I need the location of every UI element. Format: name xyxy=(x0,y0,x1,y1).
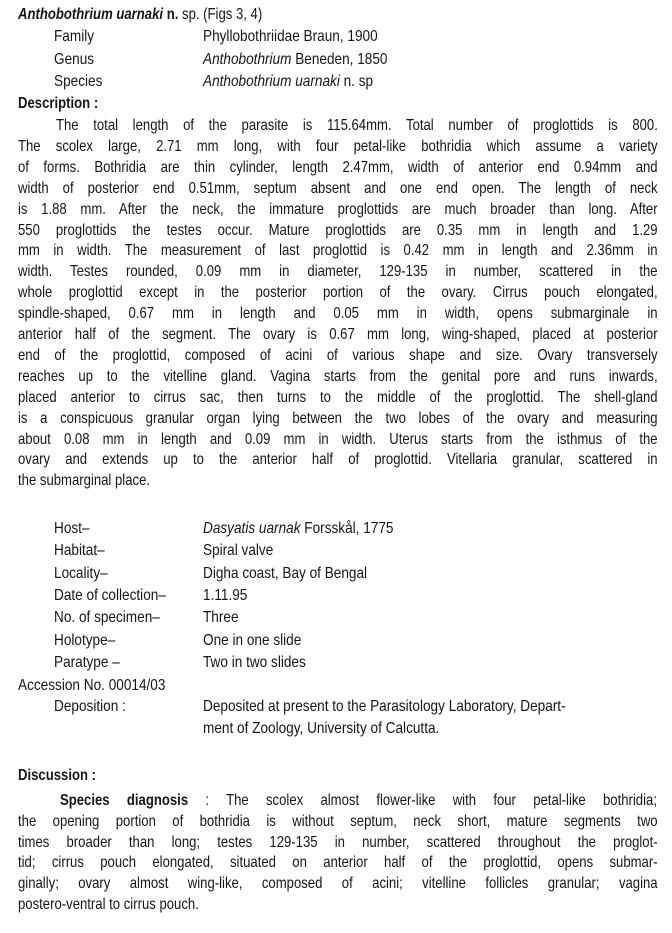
description-line: 550 proglottids the testes occur. Mature proglottids are 0.35 mm in length and 1.29 xyxy=(18,221,658,239)
taxonomy-label: Genus xyxy=(54,50,95,68)
description-line: the submarginal place. xyxy=(18,472,151,490)
description-line: is 1.88 mm. After the neck, the immature proglottids are much broader than long. After xyxy=(18,200,658,218)
discussion-text: the opening portion of bothridia is without septum, neck short, mature segments two xyxy=(18,812,658,830)
record-label: Date of collection– xyxy=(54,586,166,604)
taxon-authority: n. sp xyxy=(339,73,374,90)
discussion-text: : The scolex almost flower-like with four petal-like bothridia; xyxy=(188,792,657,809)
taxonomy-value xyxy=(203,50,388,70)
record-value xyxy=(203,564,367,584)
deposition-label: Deposition : xyxy=(54,698,126,715)
discussion-text: postero-ventral to cirrus pouch. xyxy=(18,896,199,913)
record-value-text: Forsskål, 1775 xyxy=(300,520,394,537)
record-label: Paratype – xyxy=(54,653,120,671)
discussion-line xyxy=(18,853,658,873)
record-value xyxy=(203,586,247,606)
record-value-text: 1.11.95 xyxy=(203,586,248,604)
description-line: The scolex large, 2.71 mm long, with four petal-like bothridia which assume a variety xyxy=(18,137,658,155)
discussion-line xyxy=(18,833,658,853)
description-line: whole proglottid except in the posterior portion of the ovary. Cirrus pouch elongated, xyxy=(18,284,658,302)
taxonomy-value xyxy=(203,72,373,92)
taxon-authority: Beneden, 1850 xyxy=(291,50,388,68)
discussion-text: ginally; ovary almost wing-like, composed of acini; vitelline follicles granular; vagina xyxy=(18,875,658,893)
taxonomy-label: Species xyxy=(54,73,103,90)
record-value xyxy=(203,541,273,561)
taxon-name-italic: Anthobothrium xyxy=(203,50,292,68)
description-line: mm in width. The measurement of last proglottid is 0.42 mm in length and 2.36mm in xyxy=(18,242,658,260)
description-line: about 0.08 mm in length and 0.09 mm in width. Uterus starts from the isthmus of the xyxy=(18,430,658,448)
discussion-heading: Discussion : xyxy=(18,767,97,784)
discussion-line xyxy=(60,791,657,811)
species-diagnosis-lead: Species diagnosis xyxy=(60,792,189,809)
record-value-text: Three xyxy=(203,609,239,627)
record-label: Host– xyxy=(54,520,90,537)
description-heading: Description : xyxy=(18,95,99,112)
record-value xyxy=(203,631,301,651)
deposition-line: Deposited at present to the Parasitology Laboratory, Depart- xyxy=(203,698,566,715)
taxonomy-label: Family xyxy=(54,28,95,45)
description-line: of forms. Bothridia are thin cylinder, length 2.47mm, width of anterior end 0.94mm and xyxy=(18,158,658,176)
record-label: No. of specimen– xyxy=(54,609,160,627)
species-title xyxy=(18,5,658,25)
record-value xyxy=(203,519,393,539)
discussion-line xyxy=(18,812,658,832)
description-line: The total length of the parasite is 115.64mm. Total number of proglottids is 800. xyxy=(56,117,658,134)
species-name: Anthobothrium uarnaki xyxy=(18,6,164,23)
record-value xyxy=(203,653,306,673)
discussion-line xyxy=(18,895,658,915)
taxon-authority: Phyllobothriidae Braun, 1900 xyxy=(203,28,378,45)
description-line: width of posterior end 0.51mm, septum absent and one end open. The length of neck xyxy=(18,179,658,197)
record-label: Locality– xyxy=(54,564,108,582)
deposition-line: ment of Zoology, University of Calcutta. xyxy=(203,720,440,737)
description-line: reaches up to the vitelline gland. Vagina starts from the genital pore and runs inwards, xyxy=(18,367,658,385)
record-value-italic: Dasyatis uarnak xyxy=(203,520,301,537)
record-value-text: Spiral valve xyxy=(203,542,274,560)
accession-number: Accession No. 00014/03 xyxy=(18,677,166,694)
description-line: spindle-shaped, 0.67 mm in length and 0.05 mm in width, opens submarginale in xyxy=(18,305,658,323)
description-line: anterior half of the segment. The ovary is 0.67 mm long, wing-shaped, placed at posterior xyxy=(18,326,658,343)
new-marker: n. xyxy=(163,6,179,23)
record-label: Habitat– xyxy=(54,542,105,560)
taxonomy-value xyxy=(203,27,378,47)
taxon-name-italic: Anthobothrium uarnaki xyxy=(203,73,340,90)
record-value xyxy=(203,608,239,628)
description-line: end of the proglottid, composed of acini of various shape and size. Ovary transversely xyxy=(18,346,658,364)
figure-ref: sp. (Figs 3, 4) xyxy=(178,6,263,23)
description-line: placed anterior to cirrus sac, then turns to the middle of the proglottid. The shell-gland xyxy=(18,388,658,406)
record-value-text: Digha coast, Bay of Bengal xyxy=(203,564,368,582)
description-line: ovary and extends up to the anterior half of proglottid. Vitellaria granular, scattered in xyxy=(18,451,658,469)
description-line: width. Testes rounded, 0.09 mm in diameter, 129-135 in number, scattered in the xyxy=(18,263,658,281)
record-value-text: One in one slide xyxy=(203,631,302,649)
record-value-text: Two in two slides xyxy=(203,653,306,671)
discussion-text: tid; cirrus pouch elongated, situated on anterior half of the proglottid, opens submar- xyxy=(18,854,658,872)
discussion-line xyxy=(18,874,658,894)
discussion-text: times broader than long; testes 129-135 in number, scattered throughout the proglot- xyxy=(18,833,658,851)
record-label: Holotype– xyxy=(54,631,116,649)
description-line: is a conspicuous granular organ lying between the two lobes of the ovary and measuring xyxy=(18,409,658,427)
